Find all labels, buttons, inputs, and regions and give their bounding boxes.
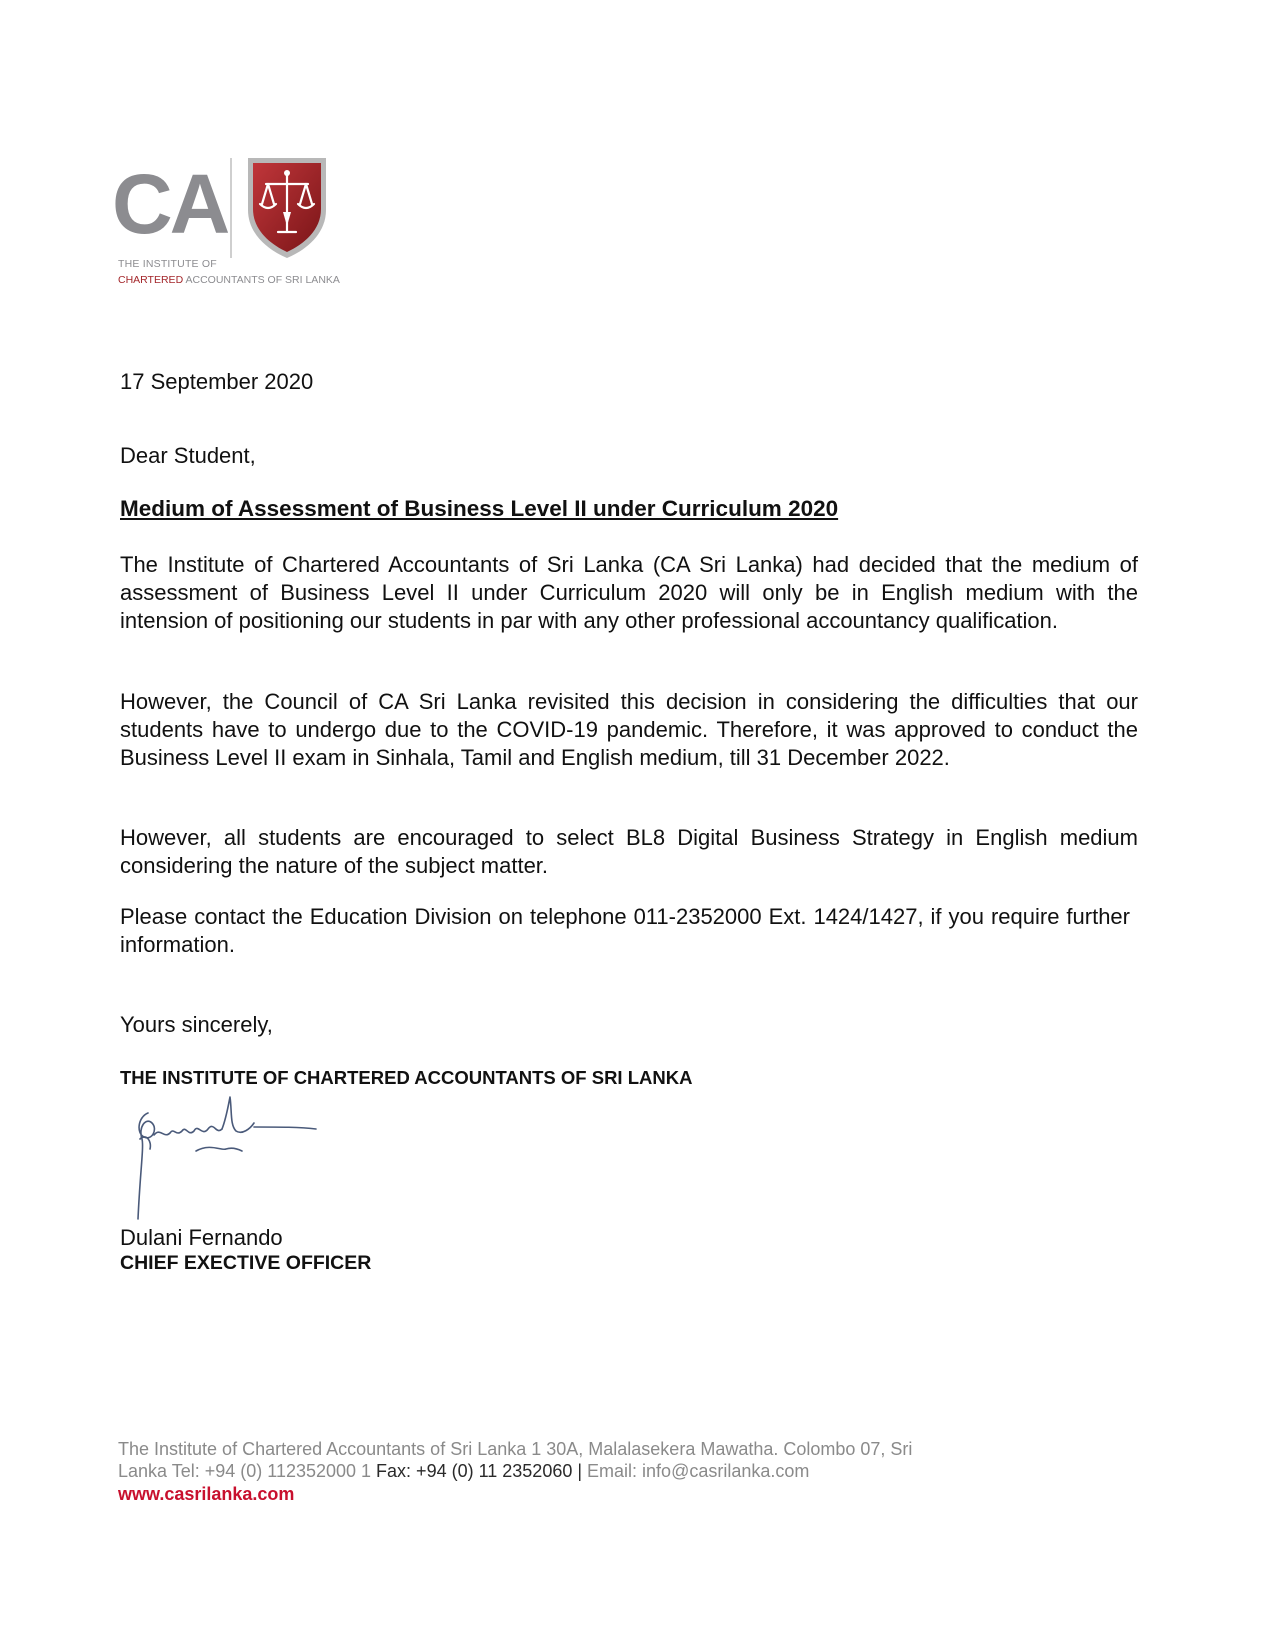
letter-date: 17 September 2020 <box>120 369 314 394</box>
logo-ca-mark: CA <box>112 157 228 251</box>
logo-divider <box>230 158 232 258</box>
footer-email: Email: info@casrilanka.com <box>587 1461 810 1481</box>
footer-contact <box>118 1460 1178 1482</box>
logo-chartered-word: CHARTERED <box>118 274 184 286</box>
letter-paragraph-4: Please contact the Education Division on telephone 011-2352000 Ext. 1424/1427, if you require further information. <box>120 904 1130 957</box>
letter-paragraph-3: However, all students are encouraged to select BL8 Digital Business Strategy in English medium considering the nature of the subject matter. <box>120 825 1138 878</box>
footer-address: The Institute of Chartered Accountants of Sri Lanka 1 30A, Malalasekera Mawatha. Colombo 07, Sri <box>118 1439 913 1459</box>
letterhead-logo <box>112 150 352 300</box>
handwritten-signature <box>130 1093 330 1223</box>
letter-salutation: Dear Student, <box>120 443 256 468</box>
logo-name-line <box>118 274 340 286</box>
footer-website-link[interactable]: www.casrilanka.com <box>118 1484 295 1504</box>
signer-name: Dulani Fernando <box>120 1225 283 1250</box>
footer-fax: Fax: +94 (0) 11 2352060 | <box>376 1461 588 1481</box>
logo-institute-line: THE INSTITUTE OF <box>118 258 217 270</box>
letter-paragraph-1: The Institute of Chartered Accountants of Sri Lanka (CA Sri Lanka) had decided that the medium of assessment of Business Level II under Curriculum 2020 will only be in English medium with the intension of positioning our students in par with any other professional accountancy qualification. <box>120 552 1138 633</box>
letter-closing: Yours sincerely, <box>120 1012 273 1037</box>
letter-organization: THE INSTITUTE OF CHARTERED ACCOUNTANTS OF SRI LANKA <box>120 1067 693 1088</box>
signer-title: CHIEF EXECTIVE OFFICER <box>120 1252 372 1274</box>
letter-paragraph-2: However, the Council of CA Sri Lanka revisited this decision in considering the difficulties that our students have to undergo due to the COVID-19 pandemic. Therefore, it was approved to conduct the Business Level II exam in Sinhala, Tamil and English medium, till 31 December 2022. <box>120 689 1138 770</box>
logo-name-rest: ACCOUNTANTS OF SRI LANKA <box>183 274 340 286</box>
footer-tel: Lanka Tel: +94 (0) 112352000 1 <box>118 1461 377 1481</box>
scales-of-justice-shield-icon <box>242 152 332 262</box>
letter-subject: Medium of Assessment of Business Level II under Curriculum 2020 <box>120 496 839 521</box>
